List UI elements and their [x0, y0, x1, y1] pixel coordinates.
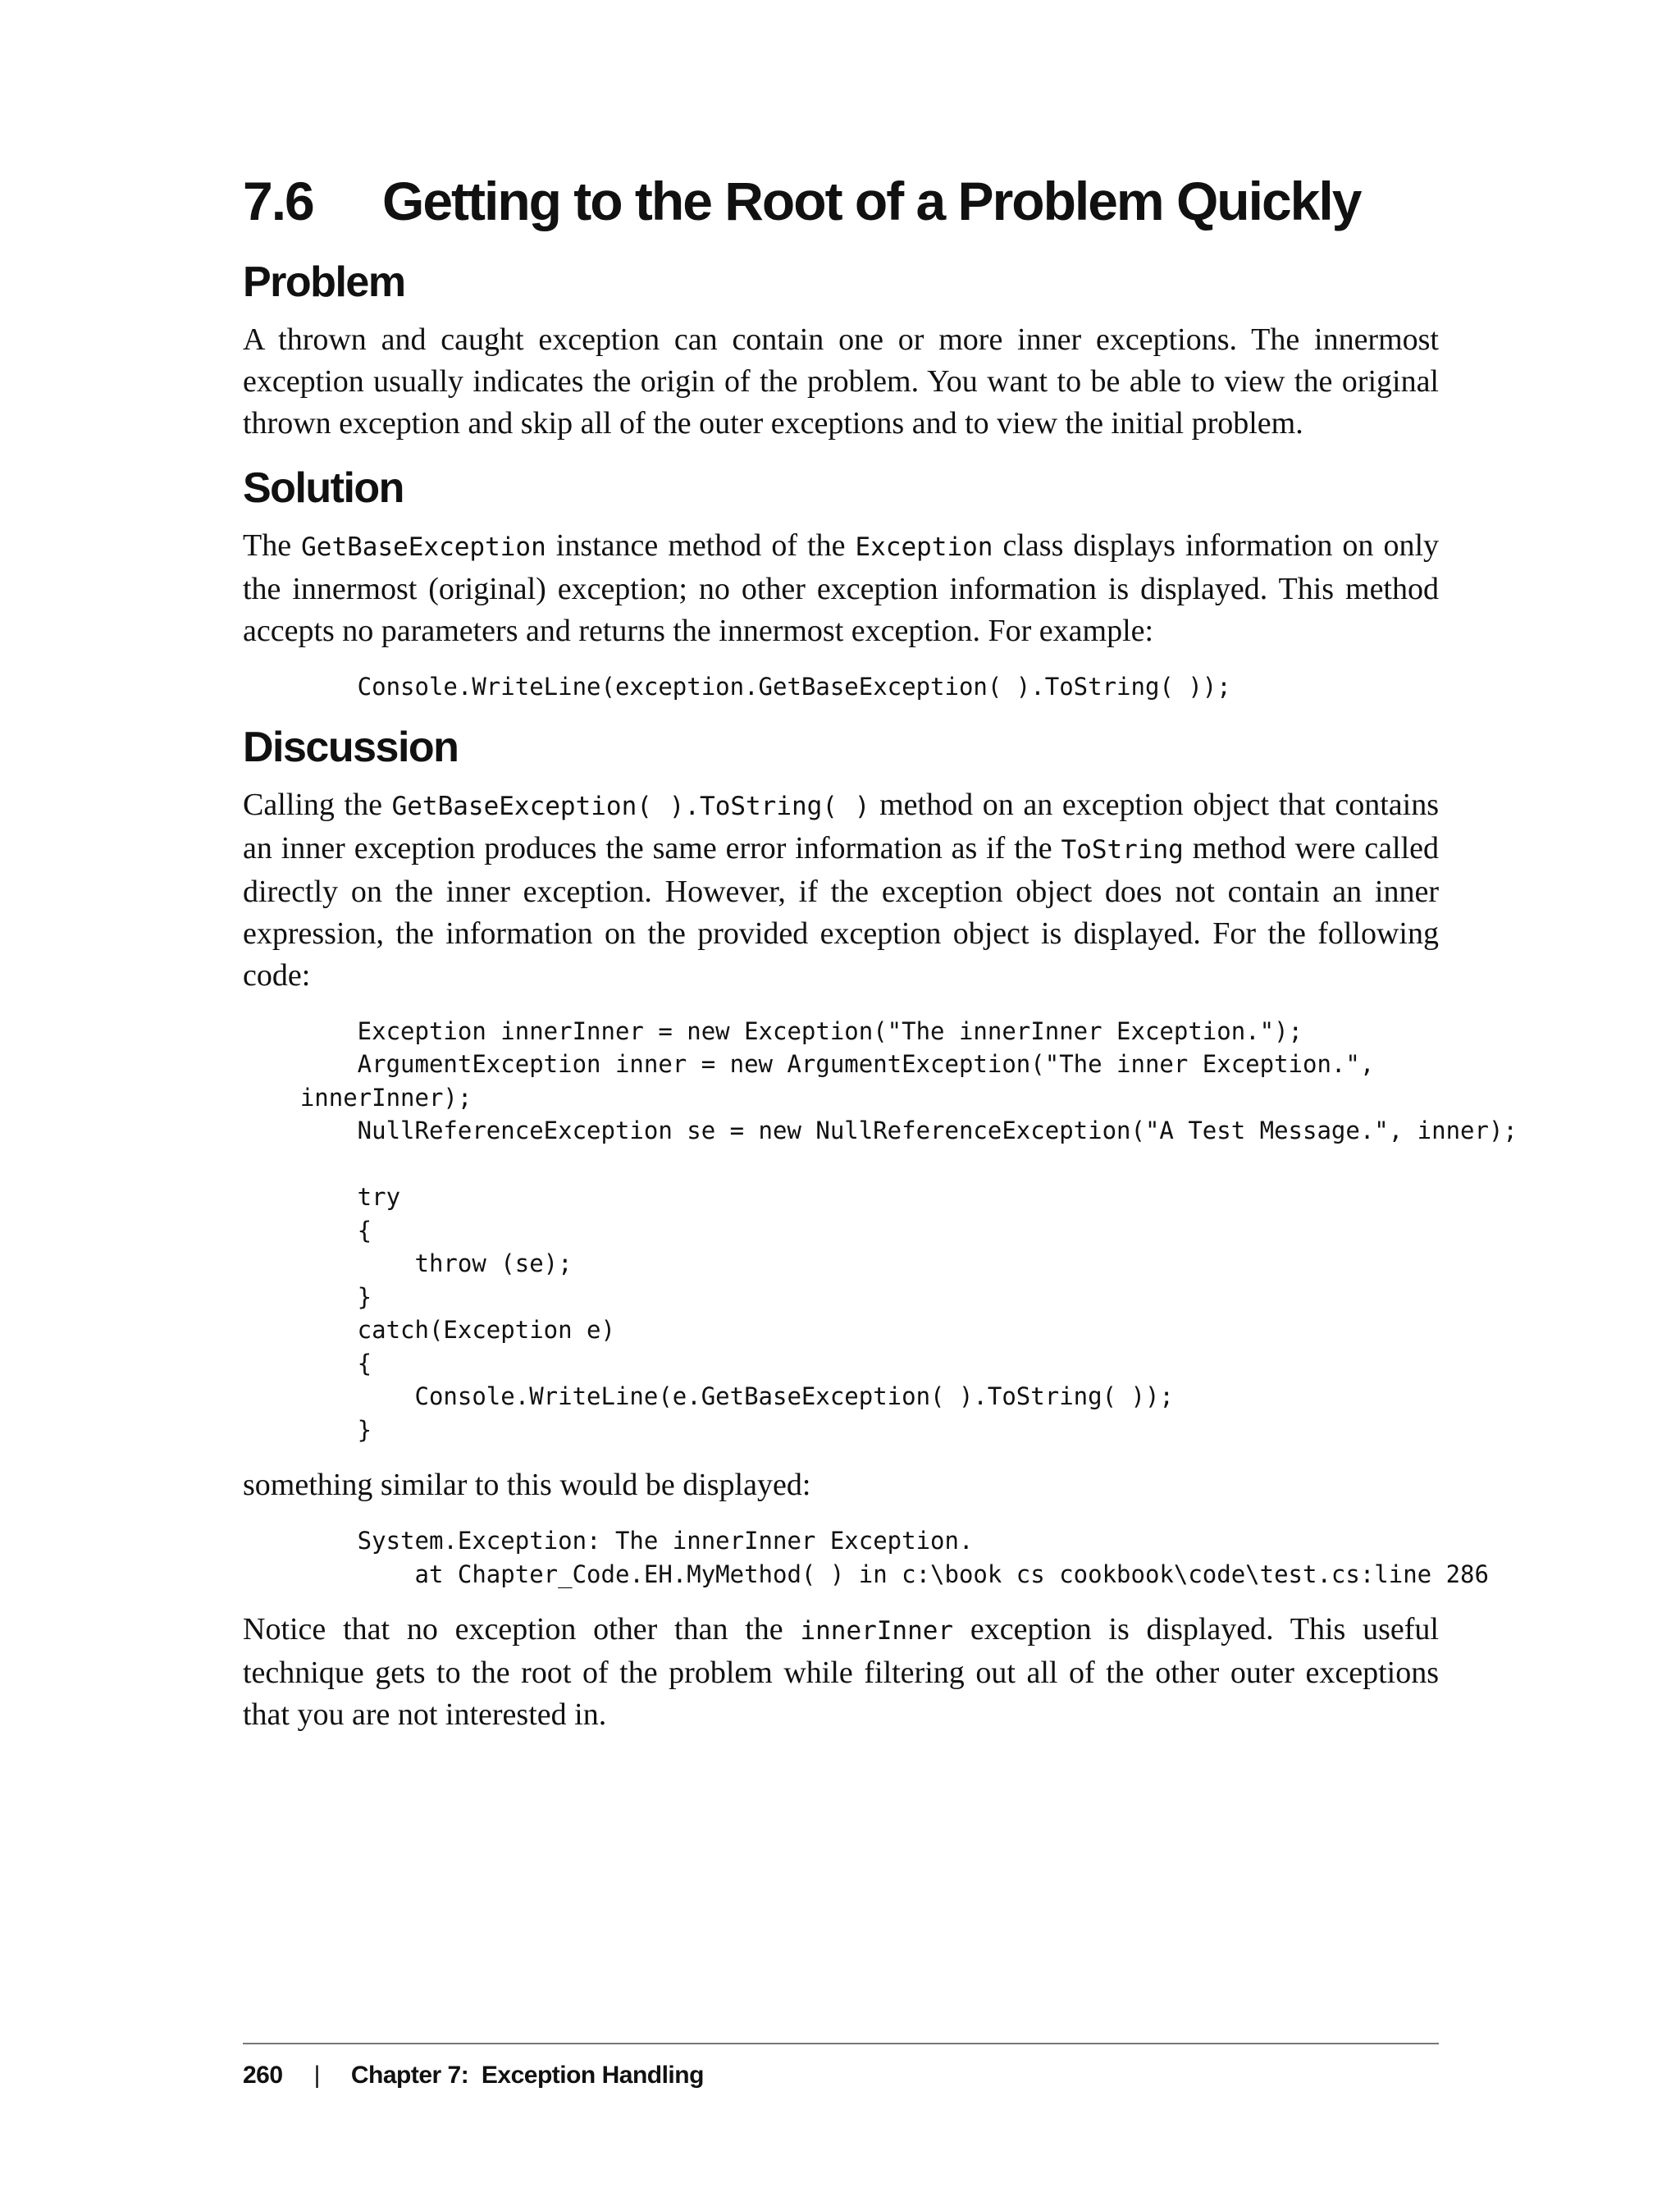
discussion-text-1: Calling the: [243, 787, 392, 822]
discussion-text-5: exception is displayed. This useful technique gets to the root of the problem while filtering out all of the other outer exceptions that you are not interested in.: [243, 1612, 1439, 1732]
inline-code-tostring: ToString: [1061, 834, 1184, 865]
solution-heading: Solution: [243, 464, 404, 512]
solution-text-1: The: [243, 528, 302, 563]
chapter-title: Chapter 7: Exception Handling: [350, 2062, 704, 2089]
discussion-text-4: Notice that no exception other than the: [243, 1612, 801, 1647]
discussion-text-3: method were called directly on the inner exception. However, if the exception object does not contain an inner expression, the information on the provided exception object is displayed. For the following code:: [243, 830, 1440, 993]
solution-code-block: Console.WriteLine(exception.GetBaseException( ).ToString( ));: [243, 673, 1231, 701]
footer-separator: |: [313, 2062, 320, 2089]
page-content: [243, 168, 1518, 1754]
discussion-paragraph-2: something similar to this would be displayed:: [243, 1468, 811, 1502]
inline-code-getbaseexception: GetBaseException: [301, 532, 546, 562]
section-title: [243, 168, 1439, 234]
page-footer: [243, 2043, 1439, 2092]
discussion-paragraph-1: [243, 784, 1439, 997]
solution-text-3: class displays information on only the innermost (original) exception; no other exception information is displayed. This method accepts no parameters and returns the innermost exception. For example:: [243, 528, 1440, 648]
solution-text-2: instance method of the: [546, 528, 856, 563]
problem-paragraph: A thrown and caught exception can contain one or more inner exceptions. The innermost exception usually indicates the origin of the problem. You want to be able to view the original thrown exception and skip all of the outer exceptions and to view the initial problem.: [243, 322, 1439, 441]
page-number: 260: [243, 2062, 283, 2089]
problem-heading: Problem: [243, 258, 405, 306]
section-title-text: Getting to the Root of a Problem Quickly: [382, 171, 1361, 231]
inline-code-getbaseexception-tostring: GetBaseException( ).ToString( ): [391, 791, 870, 821]
discussion-code-block: Exception innerInner = new Exception("The innerInner Exception."); ArgumentException inner = new ArgumentException("The inner Exception.", innerInner); NullReferenceException se = new NullReferenceException("A Test Message.", inner); try { throw (se); } catch(Exception e) { Console.WriteLine(e.GetBaseException( ).ToString( )); }: [299, 1016, 1518, 1444]
inline-code-innerinner: innerInner: [800, 1616, 954, 1646]
discussion-text-2: method on an exception object that contains an inner exception produces the same error information as if the: [243, 787, 1439, 866]
discussion-paragraph-3: [243, 1609, 1439, 1736]
section-number: 7.6: [243, 171, 313, 231]
solution-paragraph: [243, 525, 1439, 652]
inline-code-exception: Exception: [855, 532, 993, 562]
discussion-heading: Discussion: [243, 723, 459, 771]
output-code-block: System.Exception: The innerInner Exception. at Chapter_Code.EH.MyMethod( ) in c:\book cs cookbook\code\test.cs:line 286: [357, 1527, 1489, 1588]
